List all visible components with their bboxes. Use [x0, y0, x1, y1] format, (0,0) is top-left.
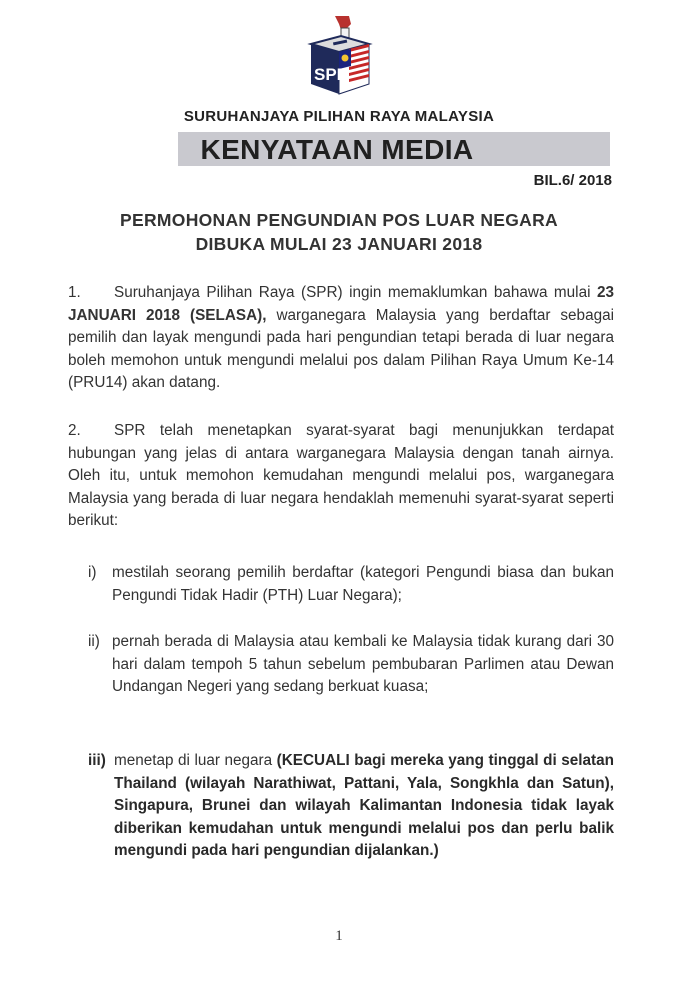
organization-name: SURUHANJAYA PILIHAN RAYA MALAYSIA: [183, 108, 495, 125]
paragraph-1: 1. Suruhanjaya Pilihan Raya (SPR) ingin memaklumkan bahawa mulai 23 JANUARI 2018 (SELASA), warganegara Malaysia yang berdaftar sebagai pemilih dan layak mengundi pada hari pengundian tetapi berada di luar negara boleh memohon untuk mengundi melalui pos dalam Pilihan Raya Umum Ke-14 (PRU14) akan datang.: [68, 284, 614, 392]
headline-line-1: PERMOHONAN PENGUNDIAN POS LUAR NEGARA: [120, 210, 558, 230]
page-number: 1: [335, 928, 343, 944]
headline-line-2: DIBUKA MULAI 23 JANUARI 2018: [195, 234, 483, 254]
condition-text: pernah berada di Malaysia atau kembali ke Malaysia tidak kurang dari 30 hari dalam tempoh 5 tahun sebelum pembubaran Parlimen atau Dewan Undangan Negeri yang sedang berkuat kuasa;: [112, 633, 614, 696]
condition-item: [88, 562, 614, 607]
condition-number: i): [88, 564, 97, 581]
reference-number: BIL.6/ 2018: [533, 172, 612, 189]
condition-text: menetap di luar negara: [114, 752, 277, 769]
spr-logo: [305, 14, 375, 98]
paragraph-number: 1.: [68, 284, 81, 301]
condition-number: iii): [88, 752, 106, 769]
logo-text: SPR: [314, 65, 349, 84]
document-type-title: KENYATAAN MEDIA: [200, 134, 474, 165]
condition-text: mestilah seorang pemilih berdaftar (kategori Pengundi biasa dan bukan Pengundi Tidak Hadir (PTH) Luar Negara);: [112, 564, 614, 604]
headline: [0, 208, 678, 256]
condition-number: ii): [88, 633, 100, 650]
condition-item: [88, 631, 614, 699]
paragraph-2: 2. SPR telah menetapkan syarat-syarat bagi menunjukkan terdapat hubungan yang jelas di antara warganegara Malaysia dengan tanah airnya. Oleh itu, untuk memohon kemudahan mengundi melalui pos, warganegara Malaysia yang berada di luar negara hendaklah memenuhi syarat-syarat seperti berikut:: [68, 422, 614, 530]
paragraph-number: 2.: [68, 422, 81, 439]
exception-text: (KECUALI bagi mereka yang tinggal di selatan Thailand (wilayah Narathiwat, Pattani, Yala, Songkhla dan Satun), Singapura, Brunei dan wilayah Kalimantan Indonesia tidak layak diberikan kemudahan untuk mengundi melalui pos dan perlu balik mengundi pada hari pengundian dijalankan.): [114, 752, 614, 860]
date-highlight: 23 JANUARI 2018 (SELASA),: [68, 284, 614, 324]
condition-item: [88, 750, 614, 863]
